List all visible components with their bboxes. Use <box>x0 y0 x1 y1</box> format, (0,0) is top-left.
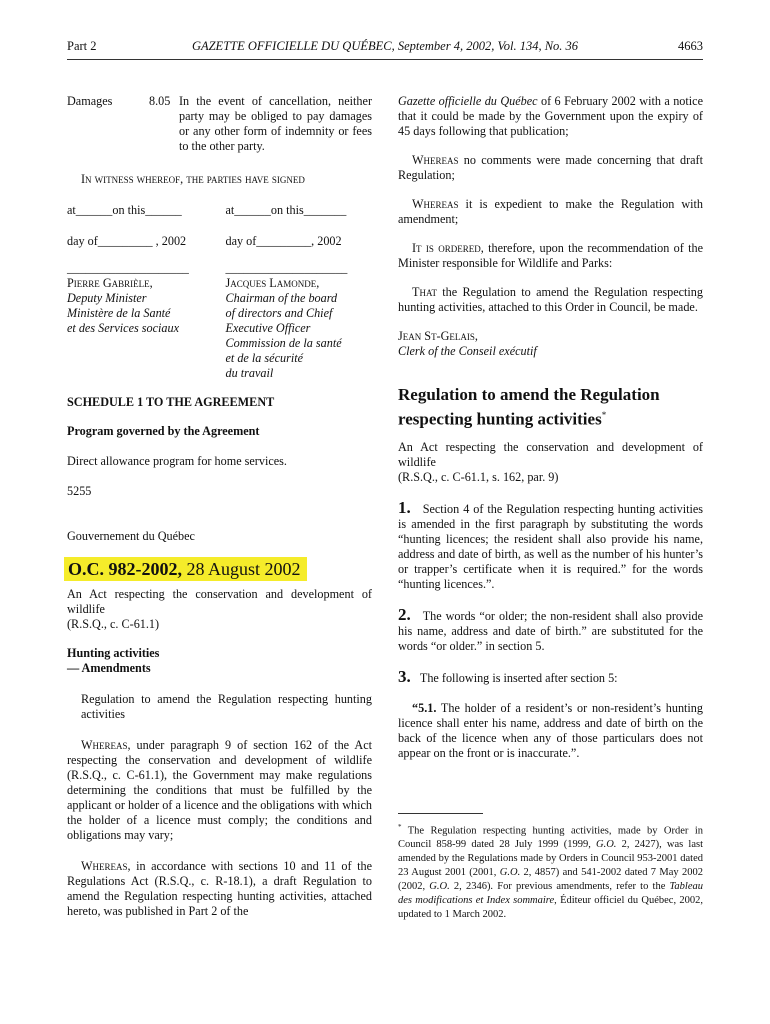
whereas-lead: Whereas <box>81 859 128 873</box>
that-lead: That <box>412 285 437 299</box>
whereas-paragraph <box>398 153 703 183</box>
header-rule <box>67 59 703 60</box>
page-number: 4663 <box>678 39 703 53</box>
subject-heading: Hunting activities <box>67 646 160 660</box>
program-heading: Program governed by the Agreement <box>67 424 260 438</box>
regulation-title-line: respecting hunting activities* <box>398 409 607 429</box>
place-left: at______on this______ <box>67 203 182 217</box>
whereas-text: , under paragraph 9 of section 162 of the Act respecting the conservation and development of wildlife (R.S.Q., c. C-61.1), the Government may make regulations determining the conditions that must be fulfilled by the applicant or holder of a licence and the obligations with which the holder of a licence must comply; the conditions and obligations may vary; <box>67 738 372 842</box>
witness-line: In witness whereof, the parties have signed <box>81 172 305 186</box>
date-right: day of_________, 2002 <box>225 234 342 248</box>
tableau-title: Tableau des modifications et Index sommaire <box>398 881 703 907</box>
damages-text: In the event of cancellation, neither party may be obliged to pay damages or any other form of indemnity or fees to the other party. <box>179 94 372 153</box>
section-text: Section 4 of the Regulation respecting hunting activities is amended in the first paragraph by substituting the words “hunting licences; the resident shall also provide his name, address and date of birth, as well as the number of his hunter’s or trapper’s certificate when it is required.” for the words “hunting licences.”. <box>398 501 704 591</box>
whereas-lead: Whereas <box>412 197 459 211</box>
government-name: Gouvernement du Québec <box>67 529 195 543</box>
signatory-left <box>67 261 214 381</box>
inserted-section-text: The holder of a resident’s or non-resident’s hunting licence shall enter his name, address and date of birth on the back of the licence when any of those particulars does not appear on the front or is inaccurate.”. <box>398 700 703 760</box>
oc-number: O.C. 982-2002, <box>68 559 182 579</box>
program-code: 5255 <box>67 484 92 498</box>
signatory-title-line: du travail <box>225 366 274 380</box>
gazette-title: GAZETTE OFFICIELLE DU QUÉBEC, September 4, 2002, Vol. 134, No. 36 <box>191 39 579 53</box>
regulation-title <box>398 385 703 430</box>
regulation-title-line: Regulation to amend the Regulation <box>398 385 660 404</box>
ordered-paragraph <box>398 241 703 271</box>
damages-label: Damages <box>67 94 113 108</box>
footnote: * The Regulation respecting hunting activities, made by Order in Council 858-99 dated 28 July 1999 (1999, G.O. 2, 2427), was last amended by the Regulations made by Orders in Council 953-2001 dated 23 August 2001 (2001, G.O. 2, 4857) and 541-2002 dated 7 May 2002 (2002, G.O. 2, 2346). For previous amendments, refer to the Tableau des modifications et Index sommaire, Éditeur officiel du Québec, 2002, updated to 1 March 2002. <box>398 822 703 921</box>
inserted-section-number: “5.1. <box>412 700 437 715</box>
clerk-title: Clerk of the Conseil exécutif <box>398 344 537 358</box>
section-1 <box>398 497 704 592</box>
signatory-name: Pierre Gabrièle, <box>67 276 153 290</box>
program-text: Direct allowance program for home services. <box>67 454 287 468</box>
right-column <box>398 94 703 922</box>
signatory-title-line: Deputy Minister <box>67 291 147 305</box>
damages-number: 8.05 <box>149 94 171 108</box>
signatory-right <box>214 261 373 381</box>
whereas-paragraph <box>67 859 372 919</box>
order-in-council-heading <box>67 557 372 581</box>
signatory-title-line: et des Services sociaux <box>67 321 180 335</box>
inserted-section <box>398 701 703 761</box>
whereas-paragraph <box>67 738 372 843</box>
whereas-text: no comments were made concerning that draft Regulation; <box>398 153 703 182</box>
signature-date-row <box>67 234 372 249</box>
clerk-name: Jean St-Gelais, <box>398 329 478 343</box>
enabling-act: An Act respecting the conservation and development of wildlife <box>67 587 372 616</box>
section-number: 1. <box>398 497 411 517</box>
schedule-heading: SCHEDULE 1 TO THE AGREEMENT <box>67 395 275 409</box>
whereas-lead: Whereas <box>81 738 128 752</box>
section-text: The words “or older; the non-resident shall also provide his name, address and date of birth.” are substituted for the words “or older.” in section 5. <box>398 608 703 653</box>
part-label: Part 2 <box>67 39 97 53</box>
damages-clause <box>67 94 372 154</box>
gazette-name: Gazette officielle du Québec <box>398 94 538 108</box>
signatory-title-line: Executive Officer <box>225 321 311 335</box>
left-column <box>67 94 372 919</box>
signature-block <box>67 261 372 381</box>
section-text: The following is inserted after section 5: <box>419 670 618 685</box>
footnote-mark: * <box>601 410 607 420</box>
signatory-title-line: et de la sécurité <box>225 351 303 365</box>
enabling-act: An Act respecting the conservation and development of wildlife <box>398 439 703 469</box>
that-text: the Regulation to amend the Regulation respecting hunting activities, attached to this Order in Council, be made. <box>398 285 703 314</box>
enabling-act-ref: (R.S.Q., c. C-61.1) <box>67 617 160 631</box>
whereas-text: it is expedient to make the Regulation with amendment; <box>398 197 703 226</box>
section-number: 2. <box>398 604 411 624</box>
footnote-rule <box>398 813 483 814</box>
signatory-title-line: of directors and Chief <box>225 306 333 320</box>
footnote-mark: * <box>398 822 402 831</box>
continued-text: of 6 February 2002 with a notice that it could be made by the Government upon the expiry of 45 days following that publication; <box>398 94 703 138</box>
continued-paragraph <box>398 94 703 139</box>
ordered-text: , therefore, upon the recommendation of the Minister responsible for Wildlife and Parks: <box>398 241 704 270</box>
section-3 <box>398 666 703 686</box>
section-number: 3. <box>398 666 411 686</box>
subject-subheading: — Amendments <box>67 661 151 675</box>
signature-place-row <box>67 203 372 218</box>
oc-date: 28 August 2002 <box>186 559 301 579</box>
section-2 <box>398 604 703 654</box>
that-paragraph <box>398 285 703 315</box>
signature-line: ____________________ <box>225 261 348 275</box>
place-right: at______on this_______ <box>225 203 347 217</box>
signatory-name: Jacques Lamonde, <box>225 276 320 290</box>
running-header <box>67 39 703 55</box>
ordered-lead: It is ordered <box>412 241 481 255</box>
signatory-title-line: Ministère de la Santé <box>67 306 171 320</box>
oc-highlight <box>64 557 307 581</box>
whereas-lead: Whereas <box>412 153 459 167</box>
signature-line: ____________________ <box>67 261 189 275</box>
enabling-act-ref: (R.S.Q., c. C-61.1, s. 162, par. 9) <box>398 469 559 484</box>
signatory-title-line: Chairman of the board <box>225 291 338 305</box>
whereas-text: , in accordance with sections 10 and 11 of the Regulations Act (R.S.Q., c. R-18.1), a draft Regulation to amend the Regulation respecting hunting activities, attached hereto, was published in Part 2 of the <box>67 859 372 918</box>
date-left: day of_________ , 2002 <box>67 234 187 248</box>
whereas-paragraph <box>398 197 703 227</box>
signatory-title-line: Commission de la santé <box>225 336 342 350</box>
regulation-intro: Regulation to amend the Regulation respecting hunting activities <box>81 692 372 721</box>
